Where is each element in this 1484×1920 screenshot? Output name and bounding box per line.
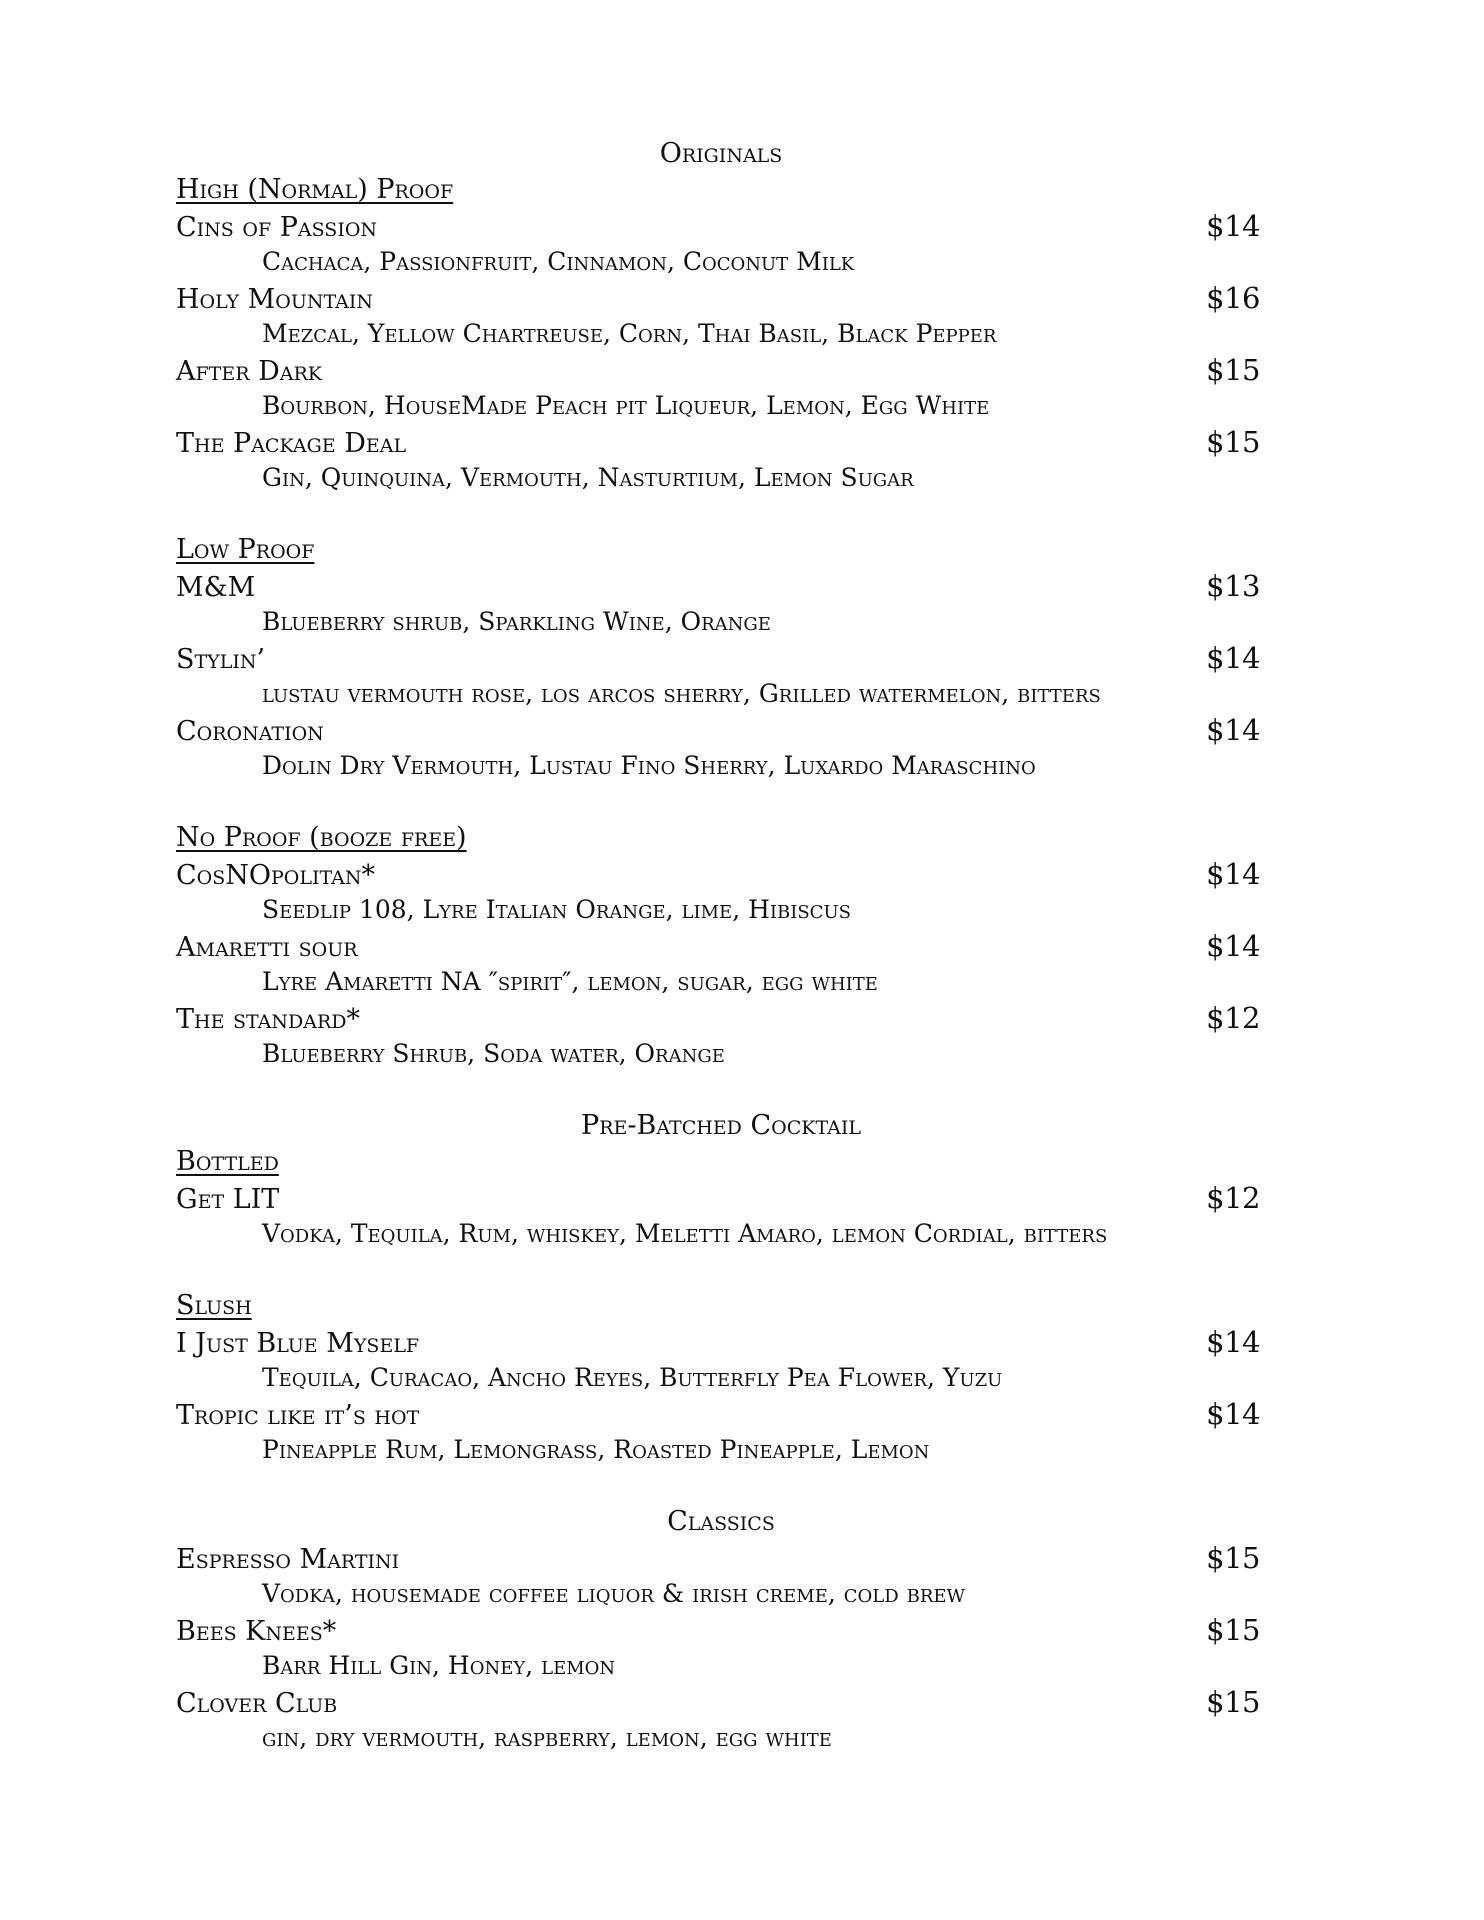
item-ingredients: Tequila, Curacao, Ancho Reyes, Butterfly Pea Flower, Yuzu: [262, 1363, 1003, 1392]
item-ingredients: Cachaca, Passionfruit, Cinnamon, Coconut Milk: [262, 247, 855, 276]
subsection-slush: Slush: [176, 1290, 252, 1321]
menu-item: [176, 280, 1266, 316]
item-price: $15: [1206, 1541, 1260, 1575]
item-name: Holy Mountain: [176, 284, 373, 315]
item-name: M&M: [176, 572, 256, 603]
item-name: Stylin’: [176, 644, 266, 675]
item-ingredients: Blueberry Shrub, Soda water, Orange: [262, 1039, 725, 1068]
item-name: Amaretti sour: [176, 932, 358, 963]
cocktail-menu: [176, 136, 1266, 1756]
spacer: [176, 784, 1266, 820]
item-name: Clover Club: [176, 1688, 338, 1719]
item-ingredients: Barr Hill Gin, Honey, lemon: [262, 1651, 616, 1680]
item-ingredients: Vodka, Tequila, Rum, whiskey, Meletti Amaro, lemon Cordial, bitters: [262, 1219, 1108, 1248]
section-title-classics: Classics: [667, 1506, 775, 1537]
item-price: $15: [1206, 353, 1260, 387]
item-price: $14: [1206, 929, 1260, 963]
item-ingredients: Seedlip 108, Lyre Italian Orange, lime, Hibiscus: [262, 895, 851, 924]
menu-item: [176, 568, 1266, 604]
subsection-low-proof: Low Proof: [176, 534, 315, 565]
menu-item: [176, 352, 1266, 388]
subsection-no-proof: No Proof (booze free): [176, 822, 467, 853]
item-price: $12: [1206, 1001, 1260, 1035]
item-ingredients: Bourbon, HouseMade Peach pit Liqueur, Lemon, Egg White: [262, 391, 990, 420]
item-ingredients: gin, dry vermouth, raspberry, lemon, egg white: [262, 1723, 832, 1752]
item-name: Bees Knees*: [176, 1616, 337, 1647]
spacer: [176, 1252, 1266, 1288]
item-name: I Just Blue Myself: [176, 1328, 420, 1359]
item-name: Cins of Passion: [176, 212, 378, 243]
menu-item: [176, 1612, 1266, 1648]
item-price: $14: [1206, 1325, 1260, 1359]
item-ingredients: Lyre Amaretti NA ″spirit″, lemon, sugar, egg white: [262, 967, 878, 996]
item-price: $13: [1206, 569, 1260, 603]
item-ingredients: Blueberry shrub, Sparkling Wine, Orange: [262, 607, 771, 636]
item-ingredients: Dolin Dry Vermouth, Lustau Fino Sherry, Luxardo Maraschino: [262, 751, 1036, 780]
item-ingredients: Gin, Quinquina, Vermouth, Nasturtium, Lemon Sugar: [262, 463, 914, 492]
item-price: $14: [1206, 1397, 1260, 1431]
section-title-pre-batched: Pre-Batched Cocktail: [581, 1110, 861, 1141]
subsection-bottled: Bottled: [176, 1146, 279, 1177]
menu-item: [176, 1396, 1266, 1432]
item-price: $15: [1206, 425, 1260, 459]
item-name: Tropic like it’s hot: [176, 1400, 420, 1431]
item-ingredients: lustau vermouth rose, los arcos sherry, Grilled watermelon, bitters: [262, 679, 1101, 708]
item-price: $14: [1206, 209, 1260, 243]
spacer: [176, 1072, 1266, 1108]
item-price: $12: [1206, 1181, 1260, 1215]
menu-item: [176, 856, 1266, 892]
item-name: Coronation: [176, 716, 324, 747]
spacer: [176, 496, 1266, 532]
item-ingredients: Pineapple Rum, Lemongrass, Roasted Pineapple, Lemon: [262, 1435, 930, 1464]
menu-item: [176, 1180, 1266, 1216]
menu-item: [176, 424, 1266, 460]
menu-item: [176, 640, 1266, 676]
item-price: $15: [1206, 1685, 1260, 1719]
item-price: $14: [1206, 857, 1260, 891]
menu-item: [176, 1684, 1266, 1720]
menu-item: [176, 1540, 1266, 1576]
menu-item: [176, 1000, 1266, 1036]
item-name: The standard*: [176, 1004, 361, 1035]
subsection-high-proof: High (Normal) Proof: [176, 174, 454, 205]
item-price: $16: [1206, 281, 1260, 315]
spacer: [176, 1468, 1266, 1504]
item-price: $15: [1206, 1613, 1260, 1647]
item-name: Get LIT: [176, 1184, 280, 1215]
section-title-originals: Originals: [659, 138, 783, 169]
menu-item: [176, 1324, 1266, 1360]
item-ingredients: Vodka, housemade coffee liquor & irish creme, cold brew: [262, 1579, 966, 1608]
item-name: After Dark: [176, 356, 322, 387]
menu-item: [176, 208, 1266, 244]
item-ingredients: Mezcal, Yellow Chartreuse, Corn, Thai Basil, Black Pepper: [262, 319, 997, 348]
item-name: The Package Deal: [176, 428, 407, 459]
item-price: $14: [1206, 641, 1260, 675]
item-name: Espresso Martini: [176, 1544, 400, 1575]
menu-item: [176, 928, 1266, 964]
item-price: $14: [1206, 713, 1260, 747]
menu-item: [176, 712, 1266, 748]
item-name: CosNOpolitan*: [176, 860, 375, 891]
